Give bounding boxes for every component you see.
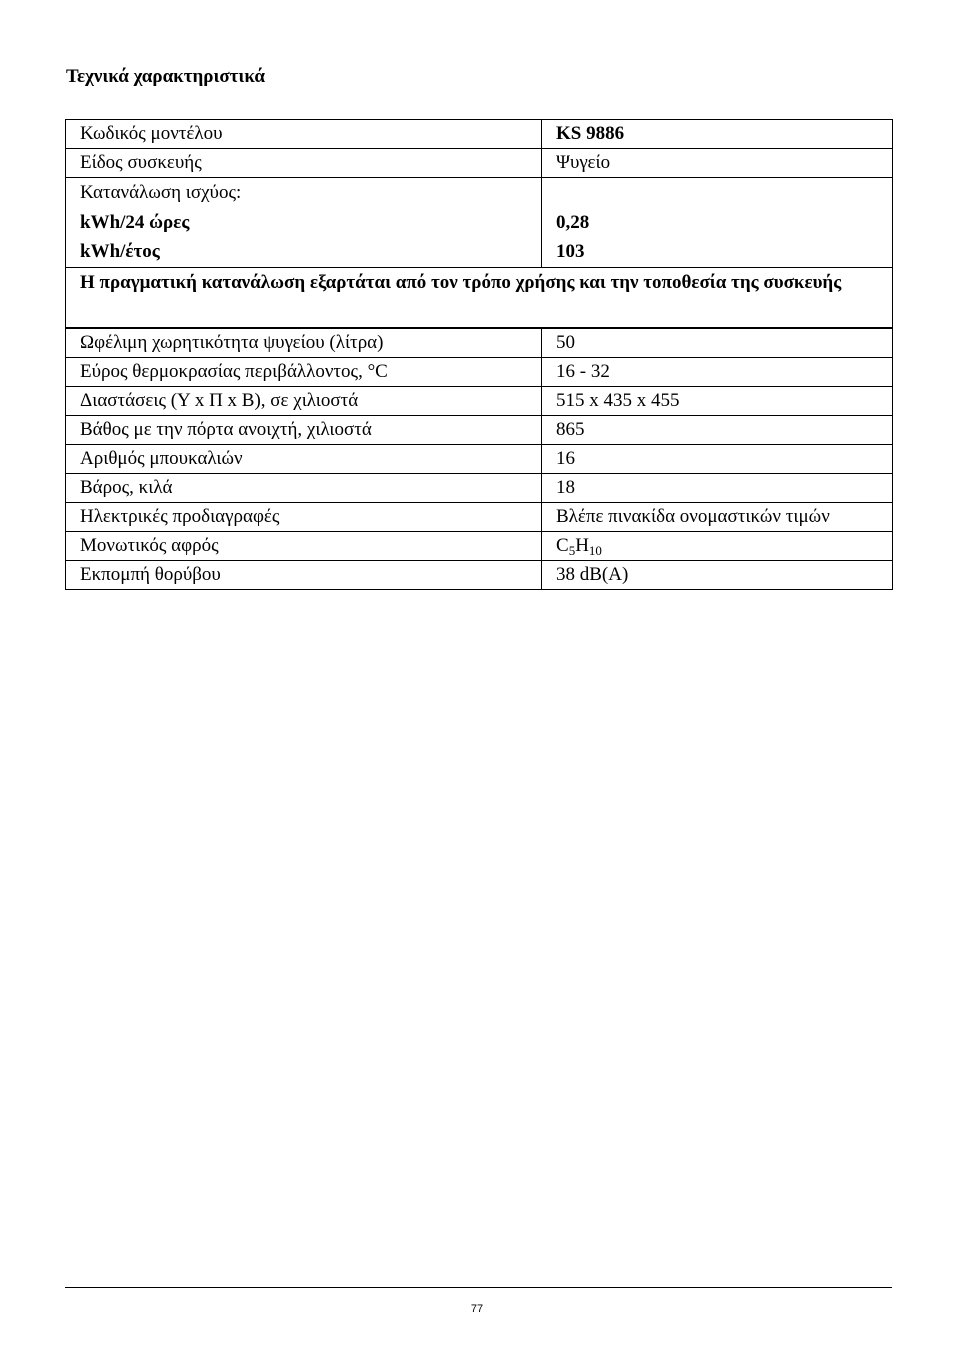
table-row [66, 267, 893, 328]
label-model: Κωδικός μοντέλου [66, 120, 542, 149]
value-type: Ψυγείο [542, 149, 893, 178]
page-title: Τεχνικά χαρακτηριστικά [66, 66, 265, 87]
table-row [66, 386, 893, 415]
table-row [66, 531, 893, 560]
table-row [66, 502, 893, 531]
value-noise: 38 dB(A) [542, 560, 893, 589]
value-foam: $C_5H_{10}$ [542, 531, 893, 560]
label-foam: Μονωτικός αφρός [66, 531, 542, 560]
label-bottles: Αριθμός μπουκαλιών [66, 444, 542, 473]
table-row [66, 357, 893, 386]
table-row [66, 444, 893, 473]
value-bottles: 16 [542, 444, 893, 473]
table-row [66, 120, 893, 149]
footer-divider [65, 1287, 892, 1288]
value-model: KS 9886 [542, 120, 893, 149]
value-weight: 18 [542, 473, 893, 502]
value-capacity: 50 [542, 328, 893, 358]
table-row [66, 178, 893, 268]
value-electrical: Βλέπε πινακίδα ονομαστικών τιμών [542, 502, 893, 531]
value-consumption [542, 178, 893, 268]
label-type: Είδος συσκευής [66, 149, 542, 178]
table-row [66, 415, 893, 444]
table-row [66, 149, 893, 178]
label-depth-open: Βάθος με την πόρτα ανοιχτή, χιλιοστά [66, 415, 542, 444]
consumption-day-label: kWh/24 ώρες [80, 211, 190, 233]
table-row [66, 328, 893, 358]
consumption-year-label: kWh/έτος [80, 241, 160, 262]
value-dimensions: 515 x 435 x 455 [542, 386, 893, 415]
label-temp-range: Εύρος θερμοκρασίας περιβάλλοντος, °C [66, 357, 542, 386]
table-row [66, 473, 893, 502]
spec-table [65, 119, 893, 590]
value-temp-range: 16 - 32 [542, 357, 893, 386]
label-dimensions: Διαστάσεις (Υ x Π x Β), σε χιλιοστά [66, 386, 542, 415]
label-electrical: Ηλεκτρικές προδιαγραφές [66, 502, 542, 531]
page-number: 77 [470, 1303, 484, 1315]
consumption-note: Η πραγματική κατανάλωση εξαρτάται από τον τρόπο χρήσης και την τοποθεσία της συσκευής [66, 267, 893, 328]
label-noise: Εκπομπή θορύβου [66, 560, 542, 589]
table-row [66, 560, 893, 589]
value-depth-open: 865 [542, 415, 893, 444]
consumption-year-value: 103 [556, 241, 585, 262]
label-capacity: Ωφέλιμη χωρητικότητα ψυγείου (λίτρα) [66, 328, 542, 358]
consumption-day-value: 0,28 [556, 211, 590, 233]
label-weight: Βάρος, κιλά [66, 473, 542, 502]
label-consumption [66, 178, 542, 268]
consumption-heading: Κατανάλωση ισχύος: [80, 182, 242, 203]
